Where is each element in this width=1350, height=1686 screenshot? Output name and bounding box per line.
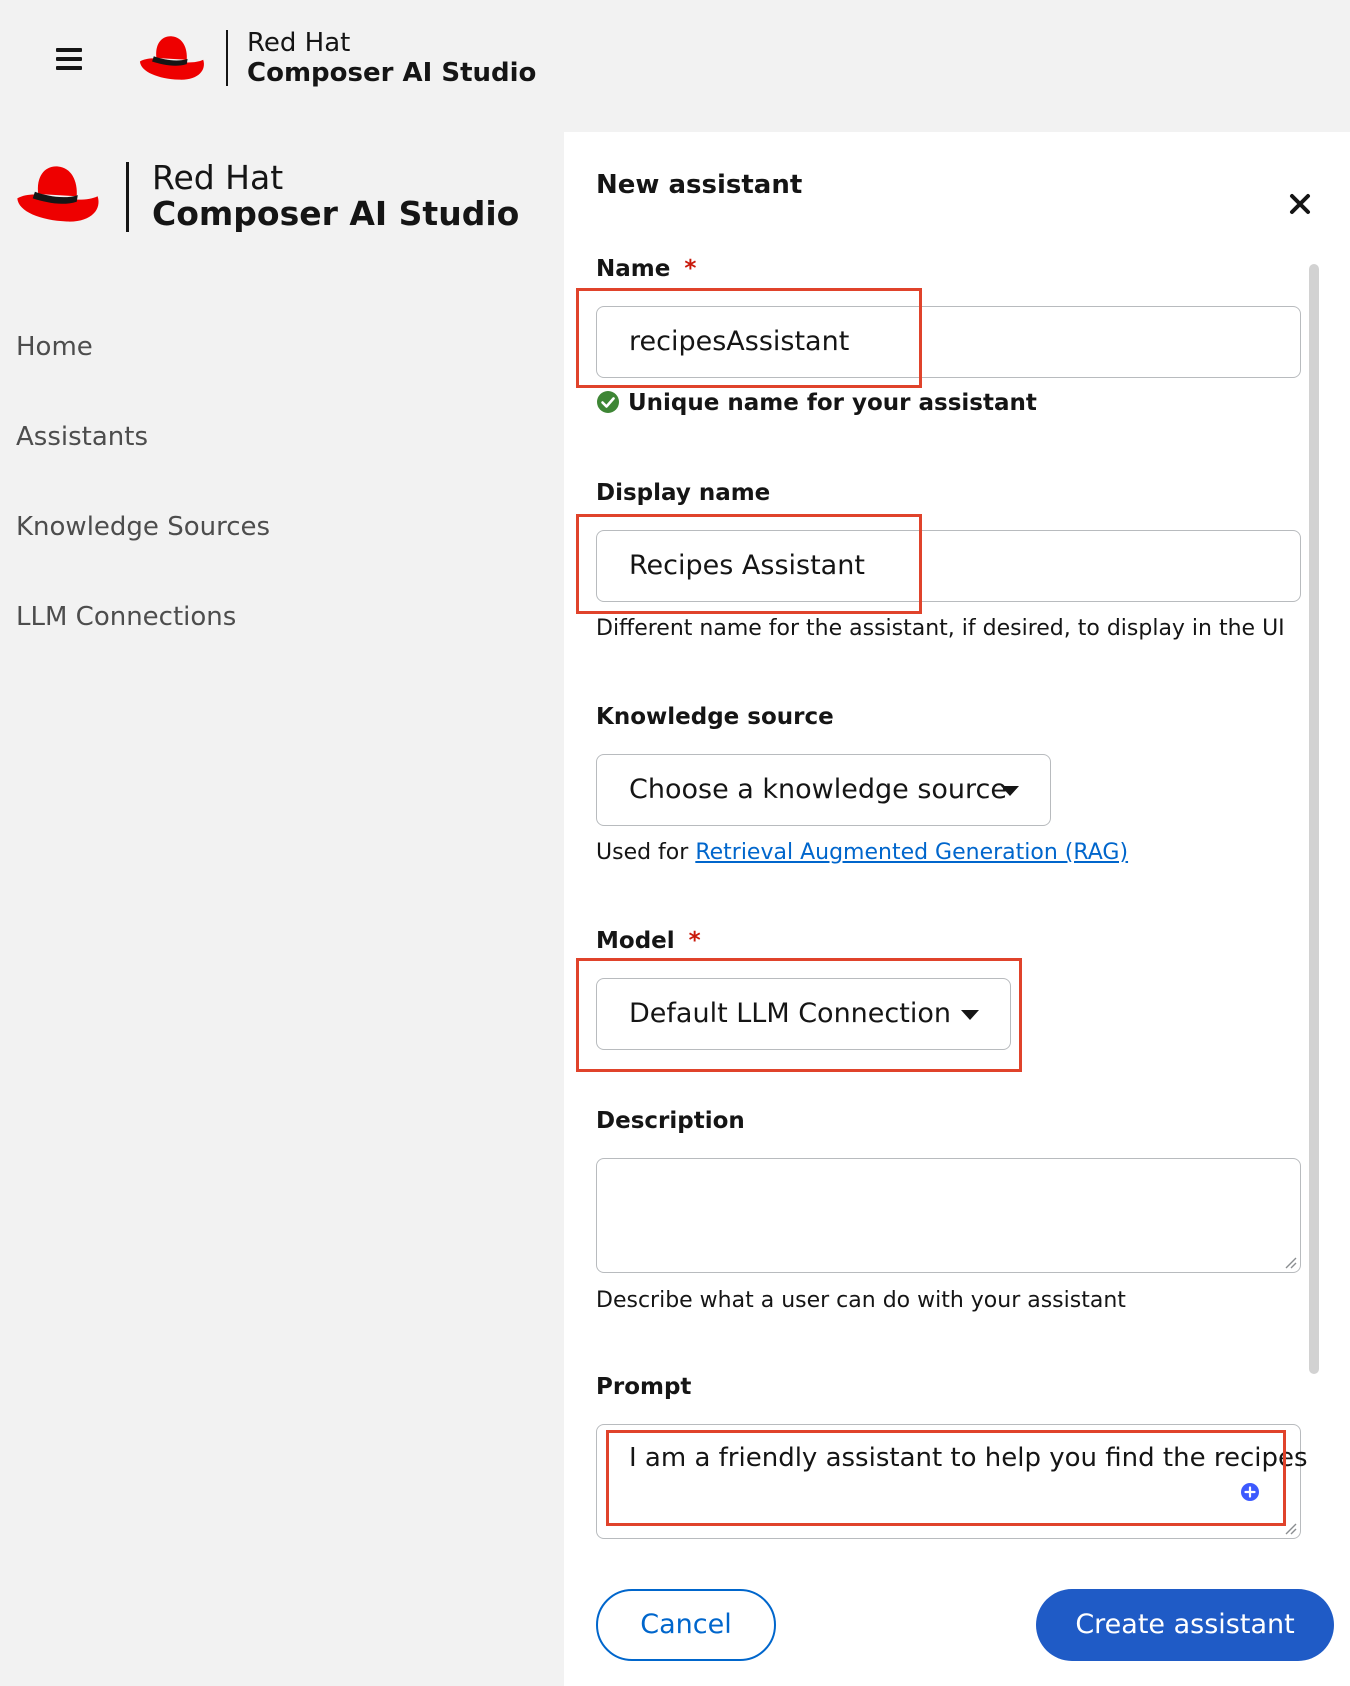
knowledge-source-label: Knowledge source <box>596 704 834 730</box>
knowledge-source-select[interactable] <box>596 754 1051 826</box>
cancel-button[interactable]: Cancel <box>596 1589 776 1661</box>
create-assistant-button[interactable]: Create assistant <box>1036 1589 1334 1661</box>
required-mark: * <box>688 928 701 954</box>
masthead <box>0 0 1350 130</box>
name-input[interactable]: recipesAssistant <box>596 306 1301 378</box>
description-label: Description <box>596 1108 745 1134</box>
product-name: Composer AI Studio <box>247 58 537 88</box>
caret-down-icon <box>1001 786 1019 796</box>
close-icon[interactable] <box>1282 186 1318 222</box>
description-helper: Describe what a user can do with your assistant <box>596 1288 1126 1313</box>
sidebar-item-llm-connections[interactable]: LLM Connections <box>16 602 237 632</box>
red-hat-logo-icon <box>14 160 102 228</box>
caret-down-icon <box>961 1010 979 1020</box>
knowledge-source-selected: Choose a knowledge source <box>629 774 1007 805</box>
sidebar-item-assistants[interactable]: Assistants <box>16 422 148 452</box>
brand-divider <box>126 162 129 232</box>
scrollbar[interactable] <box>1309 264 1319 1374</box>
sidebar-item-knowledge-sources[interactable]: Knowledge Sources <box>16 512 271 542</box>
description-textarea[interactable] <box>596 1158 1301 1273</box>
product-name: Composer AI Studio <box>152 194 520 233</box>
display-name-label: Display name <box>596 480 771 506</box>
required-mark: * <box>684 256 697 282</box>
brand-name: Red Hat <box>152 158 284 197</box>
new-assistant-drawer <box>564 132 1350 1686</box>
knowledge-source-helper: Used for Retrieval Augmented Generation (RAG) <box>596 840 1129 865</box>
prompt-textarea[interactable] <box>596 1424 1308 1539</box>
model-select[interactable] <box>596 978 1011 1050</box>
prompt-value: I am a friendly assistant to help you find the recipes <box>629 1443 1308 1473</box>
plus-circle-icon[interactable] <box>1240 1482 1260 1502</box>
check-circle-icon <box>596 390 620 414</box>
model-selected: Default LLM Connection <box>629 998 951 1029</box>
brand-name: Red Hat <box>247 28 351 58</box>
model-label: Model * <box>596 928 701 954</box>
display-name-input[interactable]: Recipes Assistant <box>596 530 1301 602</box>
brand-divider <box>226 30 228 86</box>
prompt-label: Prompt <box>596 1374 692 1400</box>
rag-link[interactable]: Retrieval Augmented Generation (RAG) <box>695 840 1129 865</box>
sidebar-item-home[interactable]: Home <box>16 332 93 362</box>
hamburger-menu-icon[interactable] <box>56 48 82 70</box>
display-name-helper: Different name for the assistant, if desired, to display in the UI <box>596 616 1285 641</box>
resize-grip-icon[interactable] <box>1283 1521 1297 1535</box>
red-hat-logo-icon <box>137 32 207 84</box>
resize-grip-icon[interactable] <box>1283 1255 1297 1269</box>
name-label: Name * <box>596 256 697 282</box>
drawer-title: New assistant <box>596 170 803 200</box>
name-validation-message: Unique name for your assistant <box>596 390 1037 416</box>
